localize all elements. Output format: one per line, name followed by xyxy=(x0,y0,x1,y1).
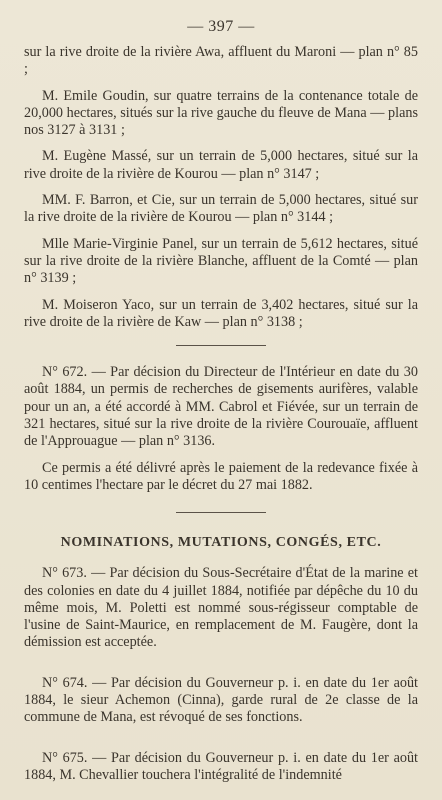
paragraph-675: N° 675. — Par décision du Gouverneur p. i. en date du 1er août 1884, M. Chevallier touchera l'intégralité de l'indemnité xyxy=(24,749,418,783)
paragraph-goudin: M. Emile Goudin, sur quatre terrains de la contenance totale de 20,000 hectares, situés sur la rive gauche du fleuve de Mana — plans nos 3127 à 3131 ; xyxy=(24,87,418,139)
separator-rule xyxy=(176,345,266,346)
paragraph-672: N° 672. — Par décision du Directeur de l'Intérieur en date du 30 août 1884, un permis de recherches de gisements aurifères, valable pour un an, a été accordé à MM. Cabrol et Fiévée, sur un terrain de 321 hectares, situé sur la rive droite de la rivière Courouaïe, affluent de l'Approuague — plan n° 3136. xyxy=(24,364,418,450)
paragraph-barron: MM. F. Barron, et Cie, sur un terrain de 5,000 hectares, situé sur la rive droite de la rivière de Kourou — plan n° 3144 ; xyxy=(24,192,418,226)
paragraph-moiseron: M. Moiseron Yaco, sur un terrain de 3,402 hectares, situé sur la rive droite de la rivière de Kaw — plan n° 3138 ; xyxy=(24,296,418,330)
paragraph-panel: Mlle Marie-Virginie Panel, sur un terrain de 5,612 hectares, situé sur la rive droite de la rivière Blanche, affluent de la Comté — plan n° 3139 ; xyxy=(24,235,418,287)
paragraph-674: N° 674. — Par décision du Gouverneur p. i. en date du 1er août 1884, le sieur Achemon (Cinna), garde rural de 2e classe de la commune de Mana, est révoqué de ses fonctions. xyxy=(24,674,418,726)
separator-rule-2 xyxy=(176,512,266,513)
paragraph-673: N° 673. — Par décision du Sous-Secrétaire d'État de la marine et des colonies en date du 4 juillet 1884, notifiée par dépêche du 10 du même mois, M. Poletti est nommé sous-régisseur comptable de l'usine de Saint-Maurice, en remplacement de M. Faugère, dont la démission est acceptée. xyxy=(24,565,418,651)
paragraph-awa: sur la rive droite de la rivière Awa, affluent du Maroni — plan n° 85 ; xyxy=(24,44,418,78)
paragraph-masse: M. Eugène Massé, sur un terrain de 5,000 hectares, situé sur la rive droite de la rivière de Kourou — plan n° 3147 ; xyxy=(24,148,418,182)
paragraph-672-redevance: Ce permis a été délivré après le paiement de la redevance fixée à 10 centimes l'hectare par le décret du 27 mai 1882. xyxy=(24,459,418,493)
section-heading: NOMINATIONS, MUTATIONS, CONGÉS, ETC. xyxy=(60,535,382,551)
page-number: — 397 — xyxy=(187,18,255,35)
